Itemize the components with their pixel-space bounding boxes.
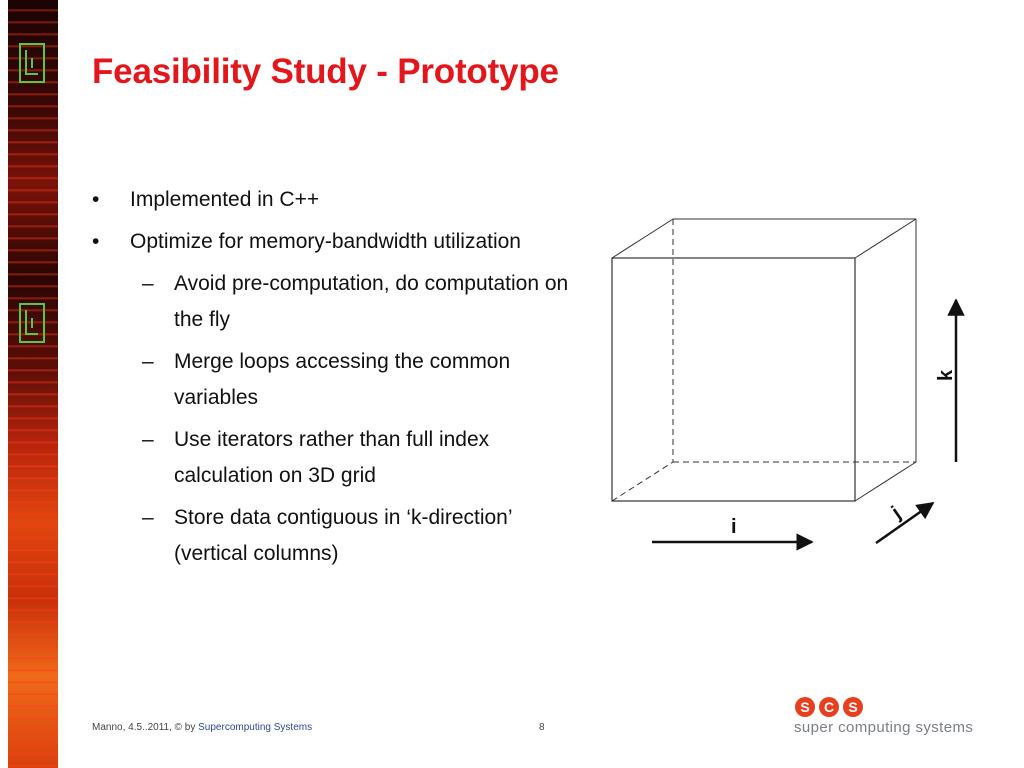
logo-letter: C — [819, 697, 839, 717]
decorative-side-strip — [8, 0, 58, 768]
logo-letter: S — [795, 697, 815, 717]
company-logo — [794, 697, 984, 742]
circuit-chip-icon — [18, 300, 46, 346]
dash-marker: – — [142, 428, 154, 451]
bullet-marker: • — [92, 230, 100, 253]
bullet-item — [92, 182, 572, 218]
bullet-text: Implemented in C++ — [130, 188, 320, 211]
footer-note-prefix: Manno, 4.5..2011, © by — [92, 722, 199, 733]
bullet-marker: • — [92, 188, 100, 211]
sub-bullet-text: Merge loops accessing the common variables — [174, 350, 511, 409]
footer-note-org: Supercomputing Systems — [198, 722, 313, 733]
cube-depth-edge — [855, 219, 916, 258]
sub-bullet-item — [92, 344, 572, 416]
i-axis-label: i — [731, 516, 737, 538]
j-axis-label: j — [887, 502, 906, 524]
slide-title: Feasibility Study - Prototype — [92, 52, 559, 91]
sub-bullet-text: Avoid pre-computation, do computation on the fly — [174, 272, 569, 331]
cube-hidden-edge — [612, 462, 673, 501]
sub-bullet-item — [92, 422, 572, 494]
sub-bullet-item — [92, 266, 572, 338]
bullet-item — [92, 224, 572, 260]
sub-bullet-item — [92, 500, 572, 572]
circuit-chip-icon — [18, 40, 46, 86]
j-axis-arrow — [876, 503, 933, 543]
footer-note — [92, 722, 312, 733]
page-number: 8 — [539, 722, 545, 733]
dash-marker: – — [142, 506, 154, 529]
bullet-list — [92, 182, 572, 578]
bullet-text: Optimize for memory-bandwidth utilization — [130, 230, 521, 253]
cube-depth-edge — [612, 219, 673, 258]
sub-bullet-text: Use iterators rather than full index calculation on 3D grid — [174, 428, 490, 487]
cube-depth-edge — [855, 462, 916, 501]
logo-wordmark: super computing systems — [794, 719, 974, 736]
sub-bullet-text: Store data contiguous in ‘k-direction’ (vertical columns) — [174, 506, 512, 565]
k-axis-label: k — [935, 369, 957, 381]
grid-cube-diagram — [600, 205, 980, 565]
logo-monogram — [795, 697, 984, 717]
dash-marker: – — [142, 350, 154, 373]
dash-marker: – — [142, 272, 154, 295]
cube-front-face — [612, 258, 855, 501]
logo-letter: S — [843, 697, 863, 717]
